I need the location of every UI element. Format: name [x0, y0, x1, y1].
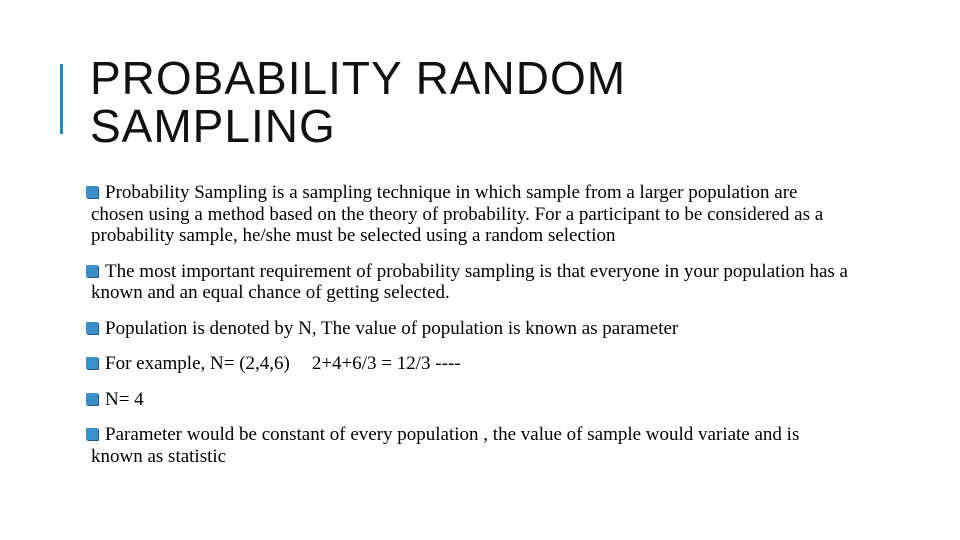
bullet-text-5: N= 4: [105, 388, 144, 410]
bullet-item-4: [88, 353, 848, 375]
slide-title-line-2: SAMPLING: [90, 100, 336, 152]
slide-title-line-1: PROBABILITY RANDOM: [90, 52, 627, 104]
bullet-item-5: [88, 389, 848, 411]
bullet-item-6: [88, 424, 848, 467]
bullet-text-6: Parameter would be constant of every population , the value of sample would variate and is known as statistic: [91, 424, 800, 467]
square-bullet-icon: [86, 265, 98, 277]
square-bullet-icon: [86, 322, 98, 334]
bullet-list: [88, 182, 848, 467]
square-bullet-icon: [86, 393, 98, 405]
bullet-text-1: Probability Sampling is a sampling technique in which sample from a larger population are chosen using a method based on the theory of probability. For a participant to be considered as a probability sample, he/she must be selected using a random selection: [91, 182, 824, 246]
slide-title: [90, 54, 626, 150]
bullet-text-3: Population is denoted by N, The value of population is known as parameter: [105, 317, 679, 339]
bullet-item-1: [88, 182, 848, 247]
bullet-item-2: [88, 261, 848, 304]
bullet-text-4: [91, 353, 848, 375]
square-bullet-icon: [86, 428, 98, 440]
bullet-item-3: [88, 318, 848, 340]
title-accent-bar: [60, 64, 63, 134]
bullet-text-4-example: For example, N= (2,4,6): [105, 353, 290, 374]
bullet-text-2: The most important requirement of probability sampling is that everyone in your population has a known and an equal chance of getting selected.: [91, 260, 848, 303]
square-bullet-icon: [86, 186, 98, 198]
bullet-text-4-calculation: 2+4+6/3 = 12/3 ----: [311, 353, 461, 374]
square-bullet-icon: [86, 357, 98, 369]
